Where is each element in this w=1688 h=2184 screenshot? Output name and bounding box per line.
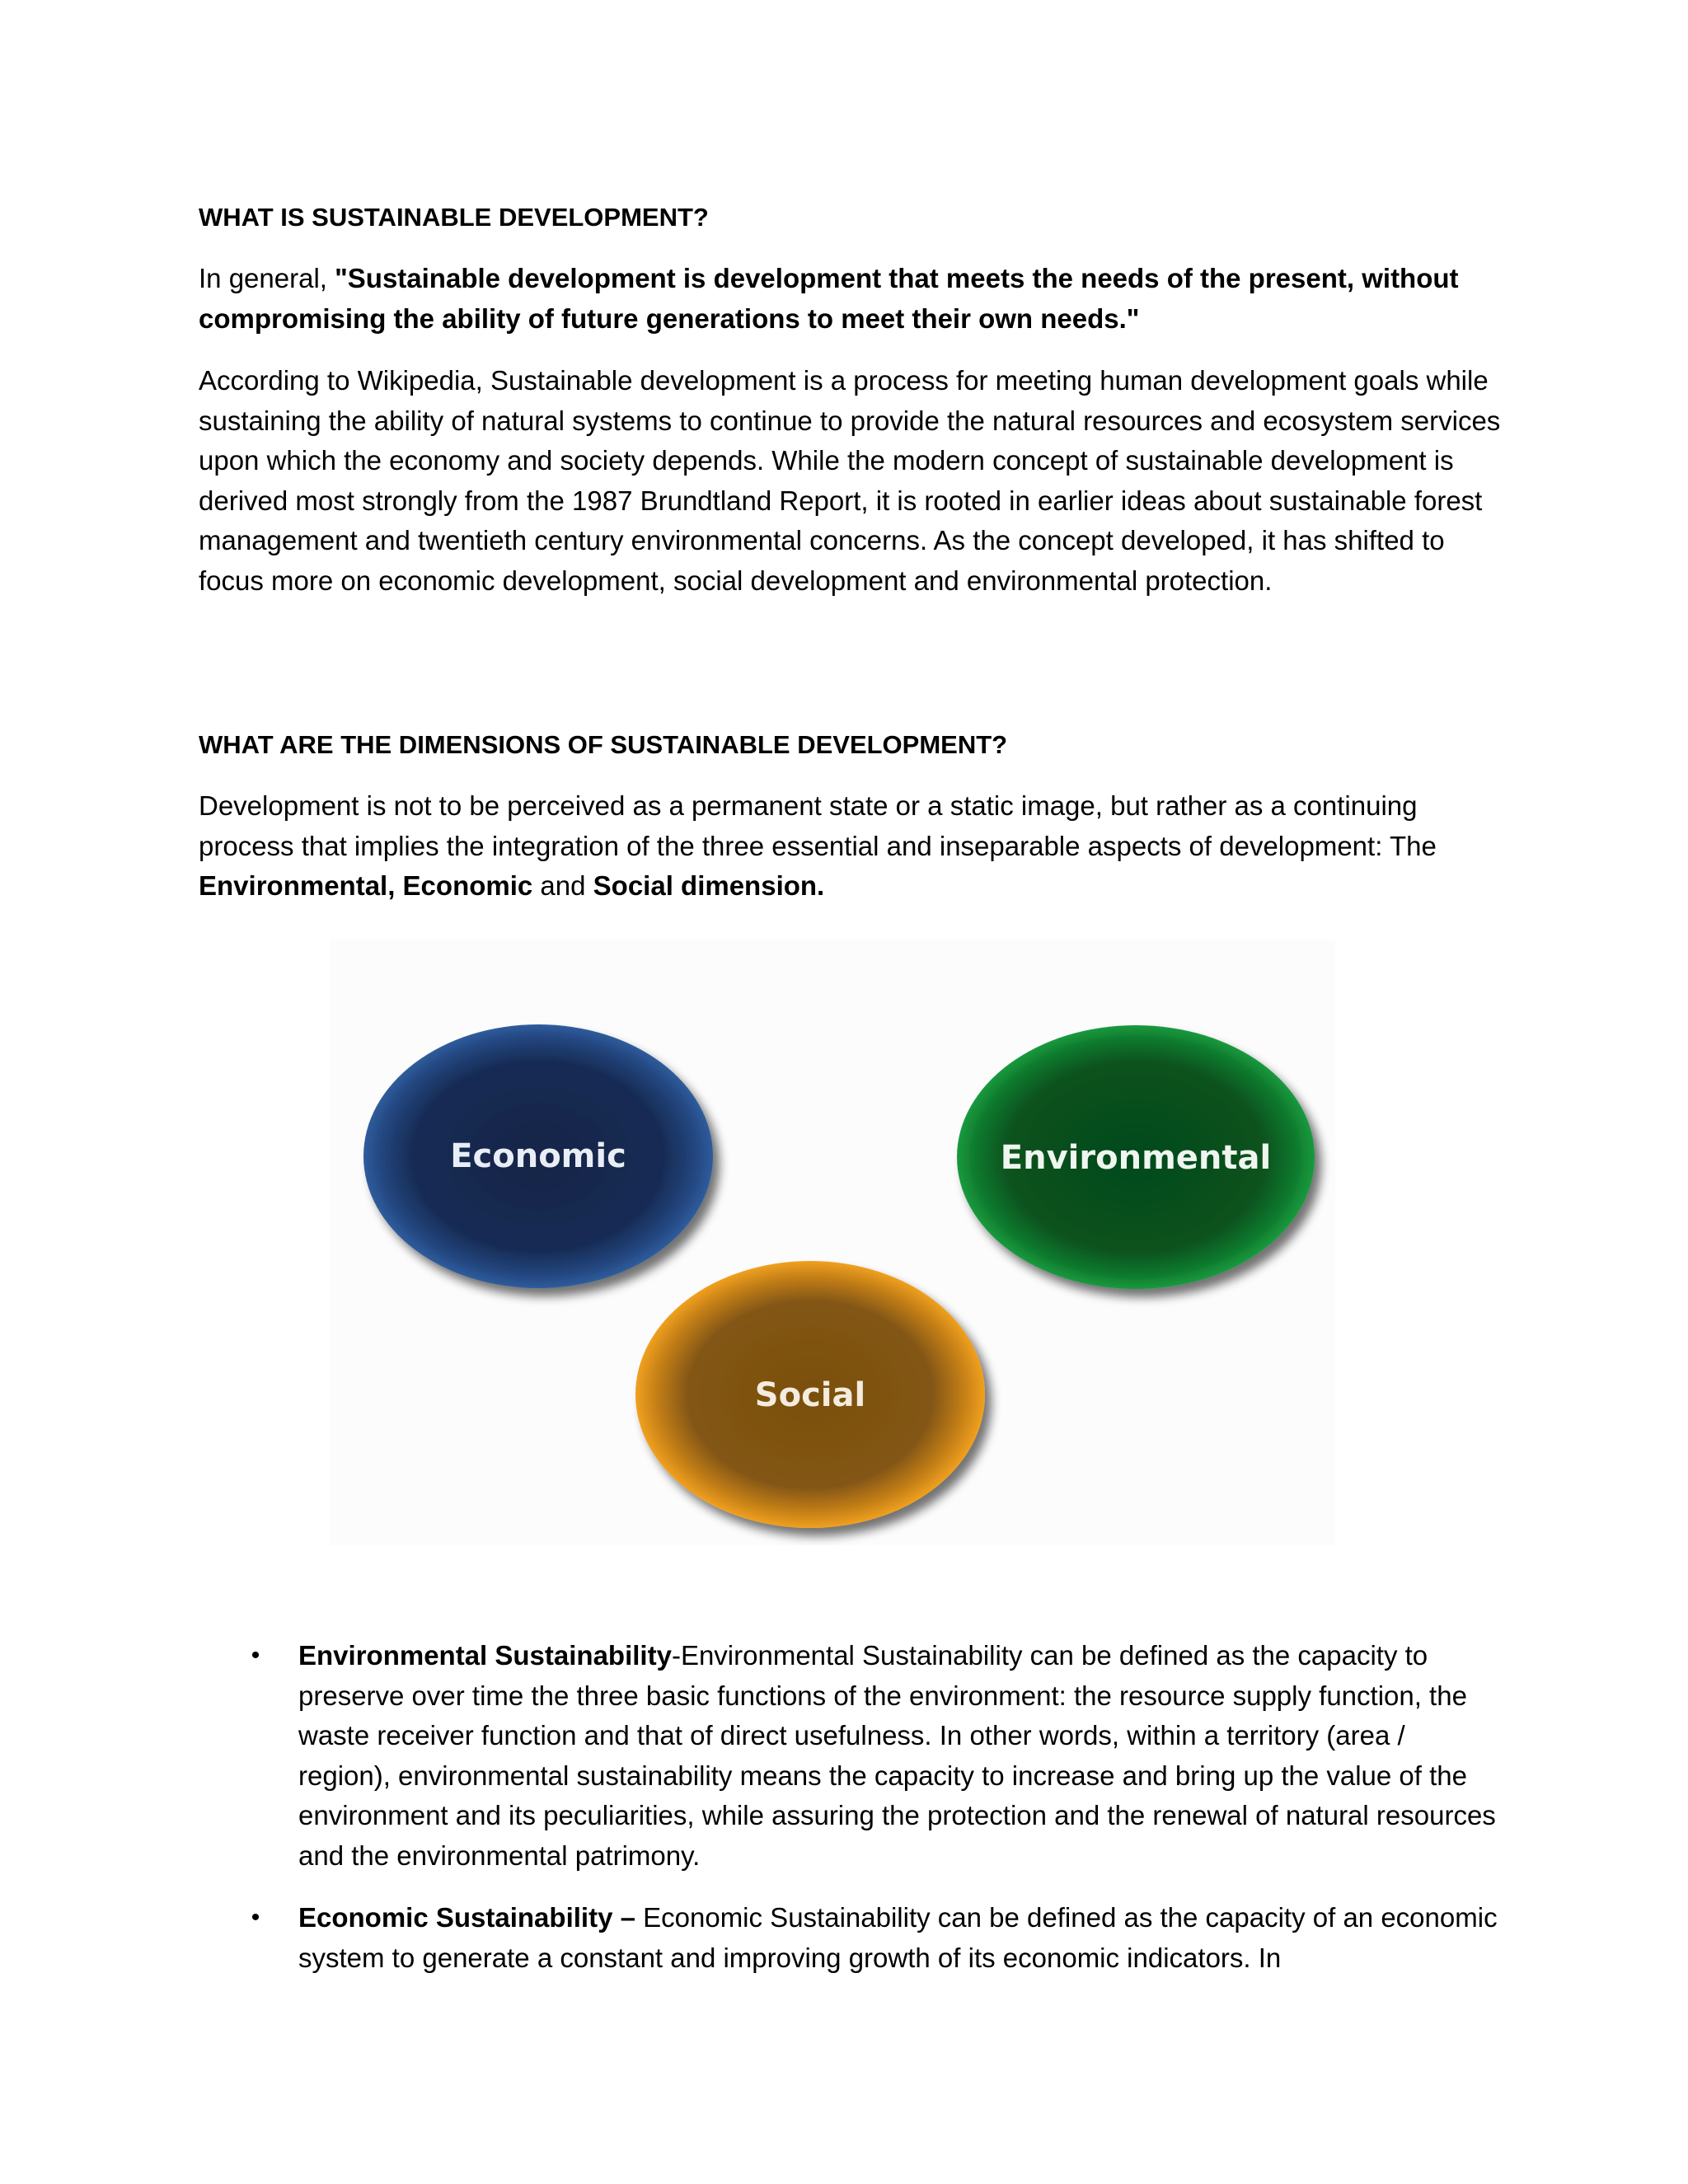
list-item-environmental	[247, 1636, 1500, 1876]
section-heading-dimensions: WHAT ARE THE DIMENSIONS OF SUSTAINABLE DEVELOPMENT?	[199, 730, 1008, 759]
social-label: Social	[754, 1376, 866, 1414]
environmental-label: Environmental	[1000, 1139, 1272, 1177]
bullet-separator: -	[671, 1640, 681, 1671]
definition-paragraph	[199, 259, 1501, 339]
bullet-title: Environmental Sustainability	[298, 1640, 672, 1671]
dimensions-paragraph	[199, 786, 1501, 907]
dimensions-diagram	[330, 940, 1335, 1545]
bullet-title: Economic Sustainability –	[298, 1902, 635, 1933]
dimensions-diagram-svg	[330, 940, 1335, 1545]
bullet-icon: •	[251, 1642, 260, 1669]
definition-prefix: In general,	[199, 263, 335, 293]
section-heading-what-is: WHAT IS SUSTAINABLE DEVELOPMENT?	[199, 203, 709, 232]
bullet-separator	[635, 1902, 643, 1933]
bullet-icon: •	[251, 1904, 260, 1931]
dimensions-intro: Development is not to be perceived as a permanent state or a static image, but rather as a continuing process that implies the integration of the three essential and inseparable aspects of development: The	[199, 790, 1437, 861]
bullet-text: Economic Sustainability can be defined as the capacity of an economic system to generate a constant and improving growth of its economic indicators. In	[298, 1902, 1498, 1973]
dimensions-bold-social: Social dimension.	[593, 870, 825, 901]
wikipedia-paragraph: According to Wikipedia, Sustainable development is a process for meeting human development goals while sustaining the ability of natural systems to continue to provide the natural resources and ecosystem services upon which the economy and society depends. While the modern concept of sustainable development is derived most strongly from the 1987 Brundtland Report, it is rooted in earlier ideas about sustainable forest management and twentieth century environmental concerns. As the concept developed, it has shifted to focus more on economic development, social development and environmental protection.	[199, 365, 1501, 596]
economic-label: Economic	[450, 1137, 626, 1175]
list-item-economic	[247, 1898, 1500, 1978]
bullet-text: Environmental Sustainability can be defined as the capacity to preserve over time the three basic functions of the environment: the resource supply function, the waste receiver function and that of direct usefulness. In other words, within a territory (area / region), environmental sustainability means the capacity to increase and bring up the value of the environment and its peculiarities, while assuring the protection and the renewal of natural resources and the environmental patrimony.	[298, 1640, 1496, 1871]
definition-quote: "Sustainable development is development that meets the needs of the present, without compromising the ability of future generations to meet their own needs."	[199, 263, 1459, 334]
dimensions-bold-env-econ: Environmental, Economic	[199, 870, 533, 901]
sustainability-list	[247, 1636, 1500, 2000]
dimensions-and: and	[532, 870, 593, 901]
